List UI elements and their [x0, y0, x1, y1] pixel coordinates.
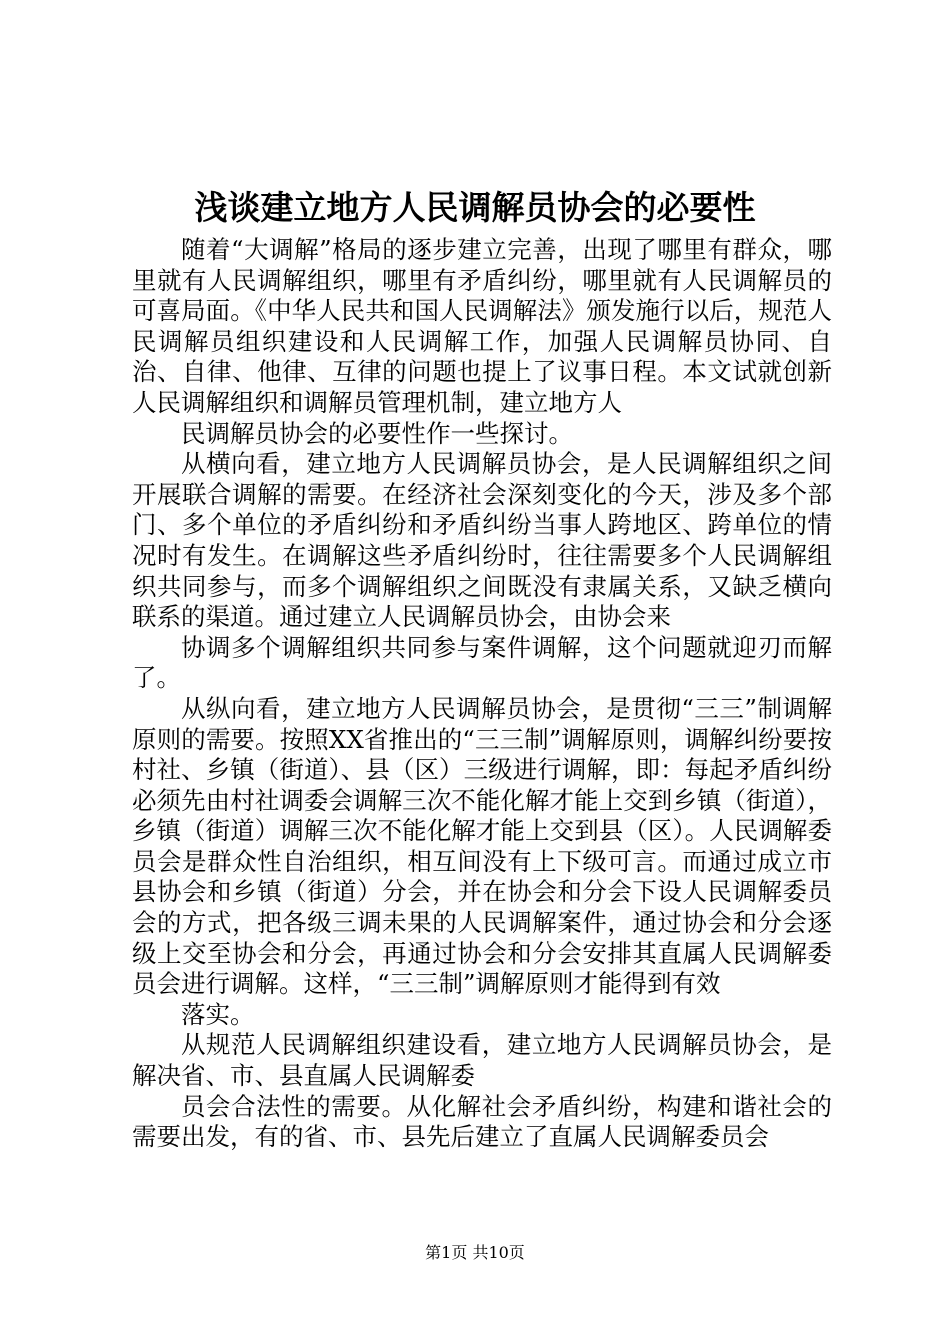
paragraph-5: 从纵向看，建立地方人民调解员协会，是贯彻“三三”制调解原则的需要。按照XX省推出的“三三制”调解原则，调解纠纷要按村社、乡镇（街道）、县（区）三级进行调解，即：每起矛盾纠纷必须先由村社调委会调解三次不能化解才能上交到乡镇（街道），乡镇（街道）调解三次不能化解才能上交到县（区）。人民调解委员会是群众性自治组织，相互间没有上下级可言。而通过成立市县协会和乡镇（街道）分会，并在协会和分会下设人民调解委员会的方式，把各级三调未果的人民调解案件，通过协会和分会逐级上交至协会和分会，再通过协会和分会安排其直属人民调解委员会进行调解。这样，“三三制”调解原则才能得到有效 [132, 693, 832, 999]
document-title: 浅谈建立地方人民调解员协会的必要性 [194, 188, 756, 227]
paragraph-2: 民调解员协会的必要性作一些探讨。 [181, 418, 573, 448]
page-footer: 第1页 共10页 [425, 1243, 525, 1262]
paragraph-1: 随着“大调解”格局的逐步建立完善，出现了哪里有群众，哪里就有人民调解组织，哪里有矛盾纠纷，哪里就有人民调解员的可喜局面。《中华人民共和国人民调解法》颁发施行以后，规范人民调解员组织建设和人民调解工作，加强人民调解员协同、自治、自律、他律、互律的问题也提上了议事日程。本文试就创新人民调解组织和调解员管理机制，建立地方人 [132, 235, 832, 417]
paragraph-3: 从横向看，建立地方人民调解员协会，是人民调解组织之间开展联合调解的需要。在经济社会深刻变化的今天，涉及多个部门、多个单位的矛盾纠纷和矛盾纠纷当事人跨地区、跨单位的情况时有发生。在调解这些矛盾纠纷时，往往需要多个人民调解组织共同参与，而多个调解组织之间既没有隶属关系，又缺乏横向联系的渠道。通过建立人民调解员协会，由协会来 [132, 449, 832, 632]
paragraph-7: 从规范人民调解组织建设看，建立地方人民调解员协会，是解决省、市、县直属人民调解委 [132, 1030, 832, 1091]
document-body [132, 235, 832, 1153]
paragraph-6: 落实。 [181, 999, 255, 1029]
paragraph-8: 员会合法性的需要。从化解社会矛盾纠纷，构建和谐社会的需要出发，有的省、市、县先后建立了直属人民调解委员会 [132, 1091, 832, 1152]
paragraph-4: 协调多个调解组织共同参与案件调解，这个问题就迎刃而解了。 [132, 632, 832, 693]
